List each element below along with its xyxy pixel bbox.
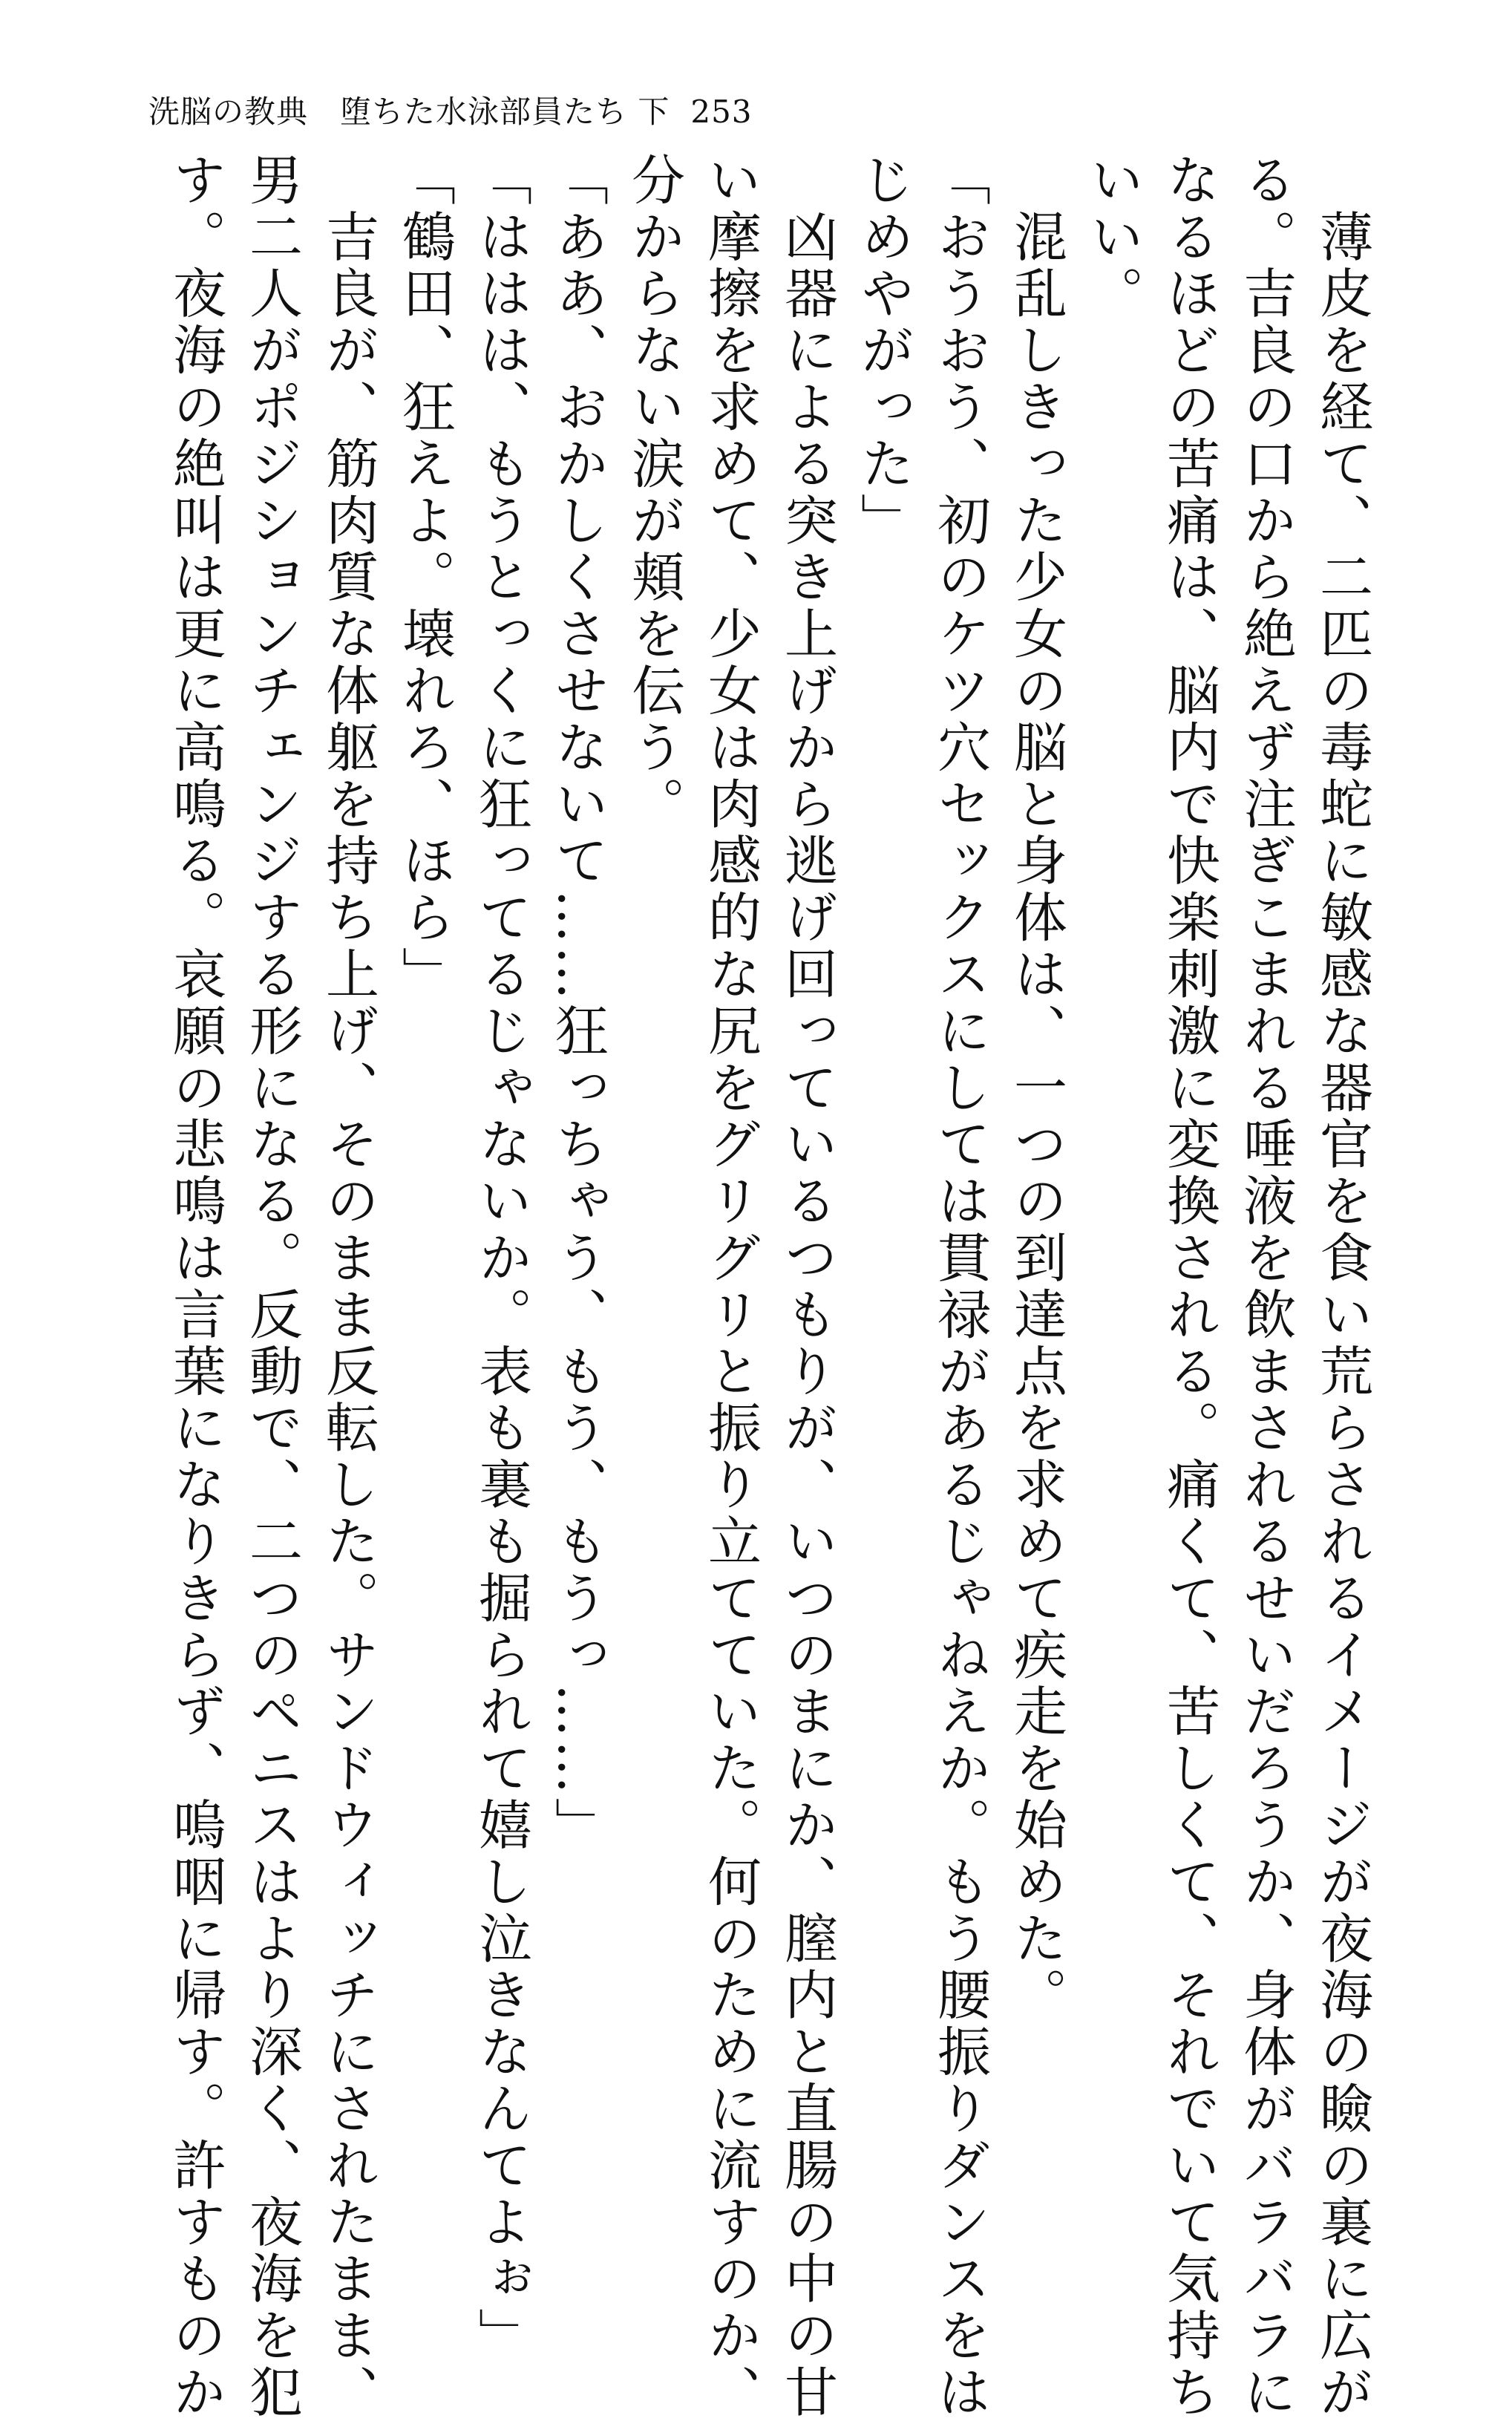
text-line: 薄皮を経て、二匹の毒蛇に敏感な器官を食い荒らされるイメージが夜海の瞼の裏に広が [1311, 152, 1373, 2421]
text-line: 男二人がポジションチェンジする形になる。反動で、二つのペニスはより深く、夜海を犯 [240, 152, 303, 2421]
book-title: 洗脳の教典 堕ちた水泳部員たち 下 [148, 94, 670, 130]
text-line: 分からない涙が頬を伝う。 [623, 152, 685, 833]
page-number: 253 [690, 94, 753, 130]
dialogue-line: 「ははは、もうとっくに狂ってるじゃないか。表も裏も掘られて嬉し泣きなんてよぉ」 [470, 152, 532, 2365]
dialogue-line: じめやがった」 [852, 152, 914, 549]
text-line: 吉良が、筋肉質な体躯を持ち上げ、そのまま反転した。サンドウィッチにされたまま、 [317, 152, 379, 2421]
text-line: 凶器による突き上げから逃げ回っているつもりが、いつのまにか、膣内と直腸の中の甘 [776, 152, 838, 2421]
vertical-body-text [118, 152, 1380, 2421]
text-line: い摩擦を求めて、少女は肉感的な尻をグリグリと振り立てていた。何のために流すのか、 [699, 152, 762, 2421]
dialogue-line: 「ああ、おかしくさせないて……狂っちゃう、もう、もうっ……」 [546, 152, 609, 1854]
text-line: す。夜海の絶叫は更に高鳴る。哀願の悲鳴は言葉になりきらず、嗚咽に帰す。許すものか [164, 152, 226, 2421]
text-line: る。吉良の口から絶えず注ぎこまれる唾液を飲まされるせいだろうか、身体がバラバラに [1234, 152, 1297, 2421]
dialogue-line: 「鶴田、狂えよ。壊れろ、ほら」 [393, 152, 456, 1003]
dialogue-line: 「おうおう、初のケツ穴セックスにしては貫禄があるじゃねえか。もう腰振りダンスをは [929, 152, 991, 2421]
text-line: 混乱しきった少女の脳と身体は、一つの到達点を求めて疾走を始めた。 [1005, 152, 1067, 2025]
running-head [148, 88, 753, 132]
text-line: いい。 [1081, 152, 1144, 323]
text-line: なるほどの苦痛は、脳内で快楽刺激に変換される。痛くて、苦しくて、それでいて気持ち [1158, 152, 1220, 2421]
